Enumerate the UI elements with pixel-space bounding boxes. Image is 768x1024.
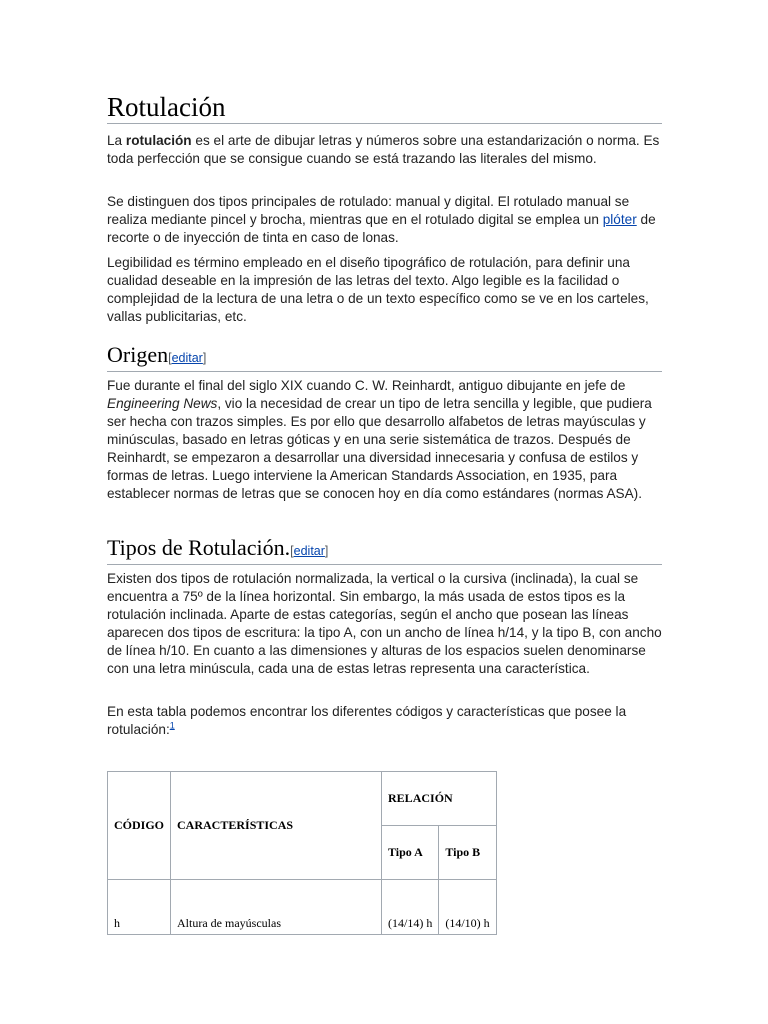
bold-term: rotulación xyxy=(125,133,192,148)
header-tipo-b: Tipo B xyxy=(439,826,496,880)
intro-paragraph-3: Legibilidad es término empleado en el diseño tipográfico de rotulación, para definir una cualidad deseable en la impresión de las letras del texto. Algo legible es la facilidad o complejidad de la lectura de una letra o de un texto específico como se ve en los carteles, vallas publicitarias, etc. xyxy=(107,255,649,324)
edit-link-tipos[interactable]: editar xyxy=(293,544,325,558)
intro-paragraph-1: La rotulación es el arte de dibujar letras y números sobre una estandarización o norma. Es toda perfección que se consigue cuando se está trazando las literales del mismo. xyxy=(107,133,660,166)
edit-section-origen: [editar] xyxy=(168,351,207,365)
origen-paragraph: Fue durante el final del siglo XIX cuando C. W. Reinhardt, antiguo dibujante en jefe de Engineering News, vio la necesidad de crear un tipo de letra sencilla y legible, que pudiera ser hecha con trazos simples. Es por ello que desarrollo alfabetos de letras mayúsculas y minúsculas, basado en letras góticas y en una serie sistemática de trazos. Después de Reinhardt, se empezaron a desarrollar una diversidad innecesaria y confusa de estilos y formas de letras. Luego interviene la American Standards Association, en 1935, para establecer normas de letras que se conocen hoy en día como estándares (normas ASA). xyxy=(107,378,652,501)
rotulacion-table xyxy=(107,771,497,935)
cell-codigo: h xyxy=(108,880,171,935)
cell-tipo-b: (14/10) h xyxy=(439,880,496,935)
header-codigo: CÓDIGO xyxy=(108,772,171,880)
tipos-paragraph-2: En esta tabla podemos encontrar los diferentes códigos y características que posee la rotulación:$^1$ xyxy=(107,704,627,737)
ploter-link[interactable]: plóter xyxy=(602,212,637,227)
page-title: Rotulación xyxy=(107,92,662,124)
tipos-paragraph-1: Existen dos tipos de rotulación normalizada, la vertical o la cursiva (inclinada), la cual se encuentra a 75º de la línea horizontal. Sin embargo, la más usada de estos tipos es la rotulación inclinada. Aparte de estas categorías, según el ancho que posean las líneas aparecen dos tipos de escritura: la tipo A, con un ancho de línea h/14, y la tipo B, con ancho de línea h/10. En cuanto a las dimensiones y alturas de los espacios suelen denominarse con una letra minúscula, cada una de estas letras representa una característica. xyxy=(107,571,662,676)
edit-link-origen[interactable]: editar xyxy=(171,351,203,365)
section-heading-tipos: Tipos de Rotulación.[editar] xyxy=(107,536,662,565)
reference-marker xyxy=(170,720,175,730)
section-heading-origen: Origen[editar] xyxy=(107,343,662,372)
header-tipo-a: Tipo A xyxy=(382,826,439,880)
table-row xyxy=(108,880,497,935)
publication-name: Engineering News xyxy=(107,396,218,411)
header-caracteristicas: CARACTERÍSTICAS xyxy=(171,772,382,880)
cell-tipo-a: (14/14) h xyxy=(382,880,439,935)
header-relacion: RELACIÓN xyxy=(382,772,497,826)
intro-paragraph-2: Se distinguen dos tipos principales de rotulado: manual y digital. El rotulado manual se realiza mediante pincel y brocha, mientras que en el rotulado digital se emplea un plóter de recorte o de inyección de tinta en caso de lonas. xyxy=(107,194,656,245)
edit-section-tipos: [editar] xyxy=(290,544,329,558)
reference-link[interactable]: 1 xyxy=(169,720,175,731)
cell-caracteristica: Altura de mayúsculas xyxy=(171,880,382,935)
